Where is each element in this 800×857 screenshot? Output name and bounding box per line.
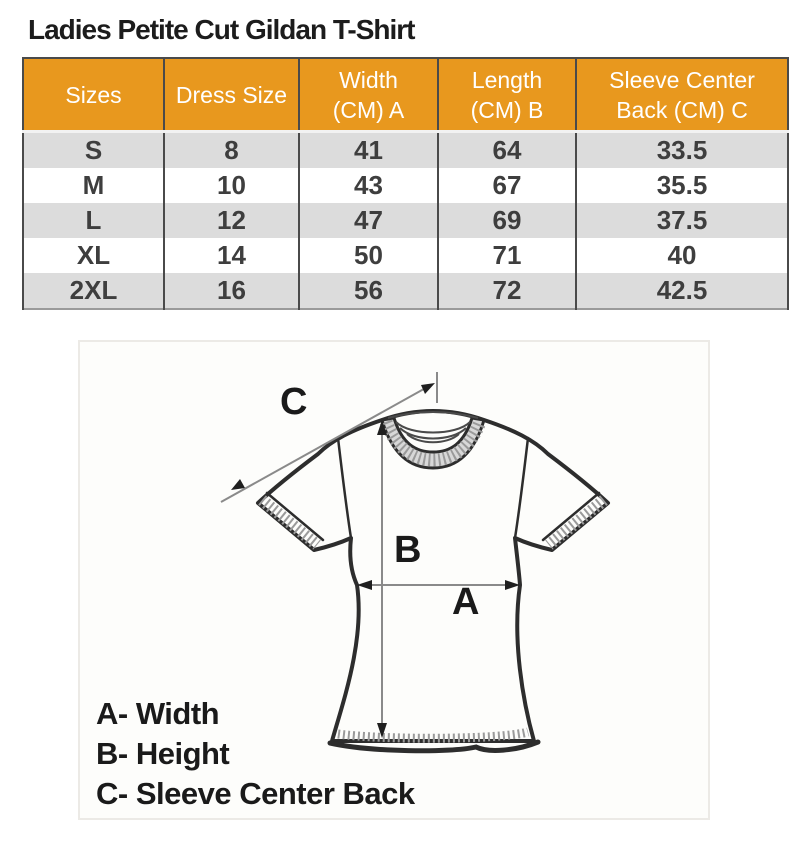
marker-b-label: B — [394, 529, 422, 571]
arrow-c-head-top — [421, 383, 435, 394]
size-cell: M — [23, 168, 164, 203]
legend-height: B- Height — [96, 736, 230, 771]
legend-width: A- Width — [96, 696, 220, 731]
table-row — [23, 168, 788, 203]
size-cell: L — [23, 203, 164, 238]
arrow-c-head-bottom — [231, 479, 245, 490]
measurement-diagram — [78, 340, 710, 820]
column-header-sleeve-center-back: Sleeve Center Back (CM) C — [576, 58, 788, 132]
width-cell: 50 — [299, 238, 438, 273]
dress-size-cell: 10 — [164, 168, 299, 203]
width-cell: 56 — [299, 273, 438, 309]
size-cell: S — [23, 132, 164, 169]
length-cell: 67 — [438, 168, 576, 203]
column-header-sizes: Sizes — [23, 58, 164, 132]
length-cell: 69 — [438, 203, 576, 238]
size-cell: XL — [23, 238, 164, 273]
table-row — [23, 203, 788, 238]
width-cell: 47 — [299, 203, 438, 238]
sleeve-cell: 42.5 — [576, 273, 788, 309]
legend-sleeve-center-back: C- Sleeve Center Back — [96, 776, 415, 811]
dress-size-cell: 14 — [164, 238, 299, 273]
table-row — [23, 273, 788, 309]
length-cell: 72 — [438, 273, 576, 309]
table-row — [23, 238, 788, 273]
dress-size-cell: 16 — [164, 273, 299, 309]
column-header-dress-size: Dress Size — [164, 58, 299, 132]
table-row — [23, 132, 788, 169]
sleeve-cell: 40 — [576, 238, 788, 273]
length-cell: 71 — [438, 238, 576, 273]
size-cell: 2XL — [23, 273, 164, 309]
table-header-row — [23, 58, 788, 132]
dress-size-cell: 8 — [164, 132, 299, 169]
width-cell: 43 — [299, 168, 438, 203]
sleeve-cell: 33.5 — [576, 132, 788, 169]
marker-c-label: C — [280, 381, 308, 423]
sleeve-cell: 35.5 — [576, 168, 788, 203]
marker-a-label: A — [452, 581, 480, 623]
width-cell: 41 — [299, 132, 438, 169]
column-header-width: Width (CM) A — [299, 58, 438, 132]
tshirt-diagram-svg — [80, 342, 708, 818]
column-header-length: Length (CM) B — [438, 58, 576, 132]
hem-edge — [330, 742, 538, 751]
dress-size-cell: 12 — [164, 203, 299, 238]
page-title: Ladies Petite Cut Gildan T-Shirt — [28, 14, 415, 45]
size-table — [22, 57, 789, 310]
length-cell: 64 — [438, 132, 576, 169]
sleeve-cell: 37.5 — [576, 203, 788, 238]
